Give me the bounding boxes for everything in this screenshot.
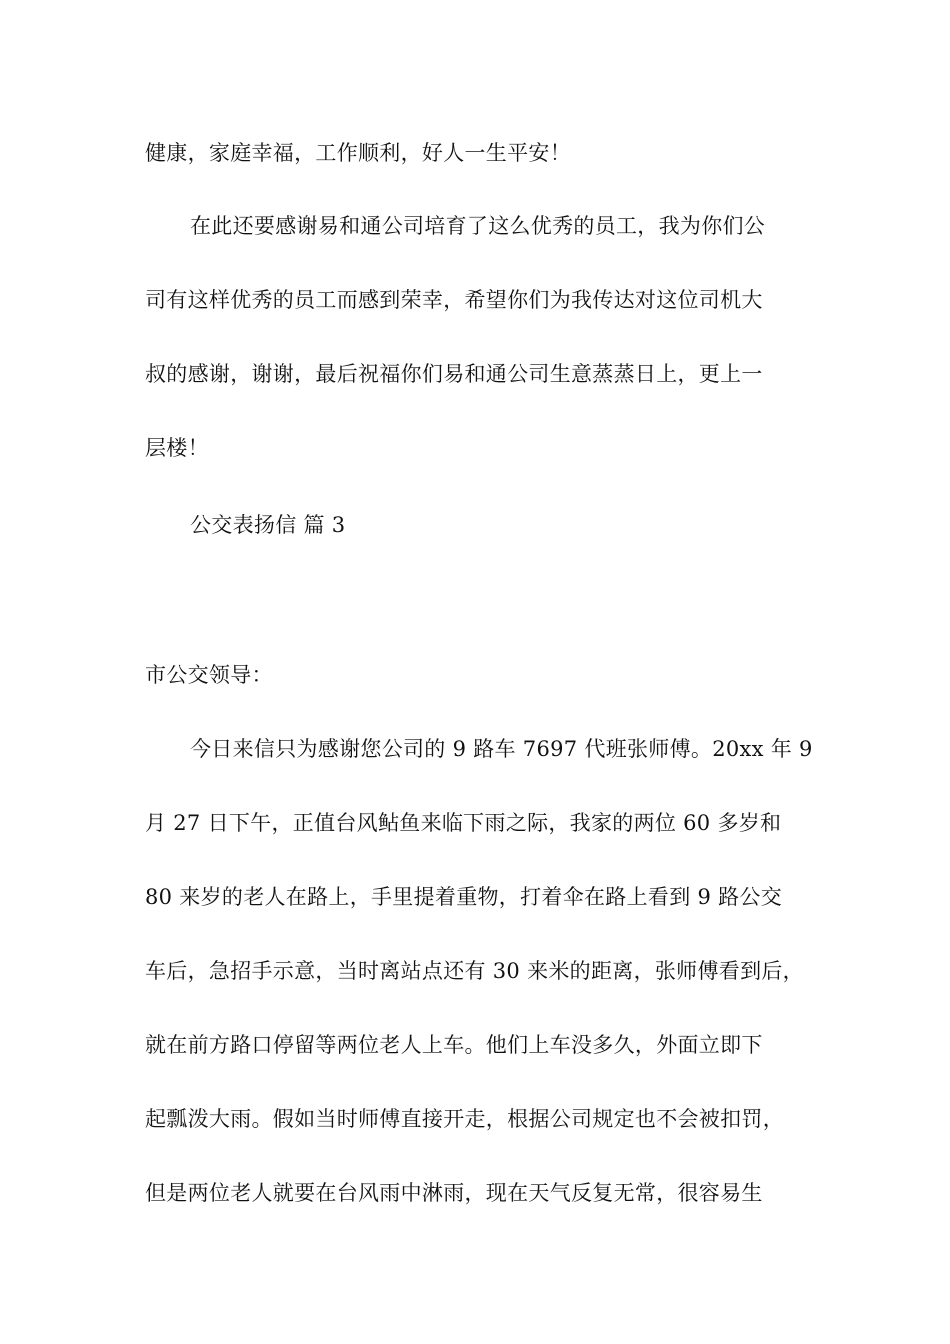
section-title: 公交表扬信 篇 3: [190, 513, 346, 537]
letter-line: 月 27 日下午，正值台风鲇鱼来临下雨之际，我家的两位 60 多岁和: [145, 811, 782, 835]
letter-line: 80 来岁的老人在路上，手里提着重物，打着伞在路上看到 9 路公交: [145, 885, 783, 909]
letter-line: 就在前方路口停留等两位老人上车。他们上车没多久，外面立即下: [145, 1033, 763, 1057]
paragraph-line: 叔的感谢，谢谢，最后祝福你们易和通公司生意蒸蒸日上，更上一: [145, 362, 763, 386]
letter-line: 但是两位老人就要在台风雨中淋雨，现在天气反复无常，很容易生: [145, 1181, 763, 1205]
salutation: 市公交领导：: [145, 663, 273, 687]
letter-line: 起瓢泼大雨。假如当时师傅直接开走，根据公司规定也不会被扣罚，: [145, 1107, 784, 1131]
paragraph-line: 健康，家庭幸福，工作顺利，好人一生平安！: [145, 141, 571, 165]
paragraph-line: 层楼！: [145, 436, 209, 460]
paragraph-line: 司有这样优秀的员工而感到荣幸，希望你们为我传达对这位司机大: [145, 288, 763, 312]
paragraph-line: 在此还要感谢易和通公司培育了这么优秀的员工，我为你们公: [190, 214, 766, 238]
letter-line: 今日来信只为感谢您公司的 9 路车 7697 代班张师傅。20xx 年 9: [190, 737, 813, 761]
letter-line: 车后，急招手示意，当时离站点还有 30 来米的距离，张师傅看到后，: [145, 959, 804, 983]
